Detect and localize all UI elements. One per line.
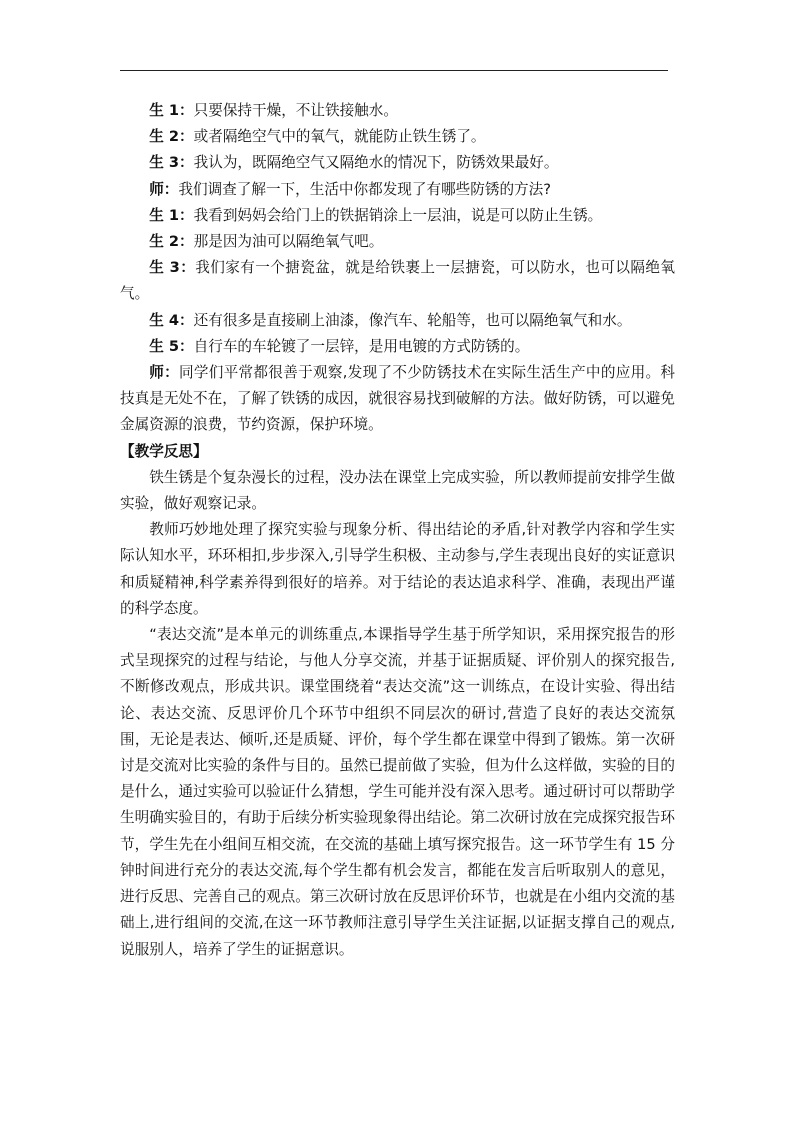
dialogue-text: 还有很多是直接刷上油漆，像汽车、轮船等，也可以隔绝氧气和水。: [193, 311, 632, 329]
speaker-label: 生 3：: [149, 259, 196, 277]
dialogue-text: 或者隔绝空气中的氧气，就能防止铁生锈了。: [193, 128, 486, 146]
dialogue-line: [120, 150, 675, 176]
speaker-label: 师：: [149, 364, 179, 382]
body-paragraph: 教师巧妙地处理了探究实验与现象分析、得出结论的矛盾,针对教学内容和学生实际认知水平，环环相扣,步步深入,引导学生积极、主动参与,学生表现出良好的实证意识和质疑精神,科学素养得到很好的培养。对于结论的表达追求科学、准确，表现出严谨的科学态度。: [120, 521, 675, 617]
dialogue-text: 我们调查了解一下，生活中你都发现了有哪些防锈的方法?: [178, 180, 551, 198]
section-heading: 【教学反思】: [120, 442, 208, 460]
dialogue-line: [120, 203, 675, 229]
dialogue-line: [120, 177, 675, 203]
speaker-label: 生 4：: [149, 311, 194, 329]
dialogue-line: [120, 308, 675, 334]
speaker-label: 生 3：: [149, 154, 194, 172]
speaker-label: 生 2：: [149, 233, 194, 251]
speaker-label: 生 5：: [149, 337, 194, 355]
speaker-label: 生 2：: [149, 128, 194, 146]
dialogue-line: [120, 360, 675, 439]
dialogue-text: 同学们平常都很善于观察,发现了不少防锈技术在实际生活生产中的应用。科技真是无处不在，了解了铁锈的成因，就很容易找到破解的方法。做好防锈，可以避免金属资源的浪费，节约资源，保护环境。: [120, 364, 675, 434]
body-paragraph: 铁生锈是个复杂漫长的过程，没办法在课堂上完成实验，所以教师提前安排学生做实验，做好观察记录。: [120, 468, 675, 513]
dialogue-line: [120, 334, 675, 360]
speaker-label: 生 1：: [149, 206, 194, 224]
body-paragraph: “表达交流”是本单元的训练重点,本课指导学生基于所学知识，采用探究报告的形式呈现探究的过程与结论，与他人分享交流，并基于证据质疑、评价别人的探究报告,不断修改观点，形成共识。课堂围绕着“表达交流”这一训练点，在设计实验、得出结论、表达交流、反思评价几个环节中组织不同层次的研讨,营造了良好的表达交流氛围，无论是表达、倾听,还是质疑、评价，每个学生都在课堂中得到了锻炼。第一次研讨是交流对比实验的条件与目的。虽然已提前做了实验，但为什么这样做，实验的目的是什么，通过实验可以验证什么猜想，学生可能并没有深入思考。通过研讨可以帮助学生明确实验目的，有助于后续分析实验现象得出结论。第二次研讨放在完成探究报告环节，学生先在小组间互相交流，在交流的基础上填写探究报告。这一环节学生有 15 分钟时间进行充分的表达交流,每个学生都有机会发言，都能在发言后听取别人的意见，进行反思、完善自己的观点。第三次研讨放在反思评价环节，也就是在小组内交流的基础上,进行组间的交流,在这一环节教师注意引导学生关注证据,以证据支撑自己的观点,说服别人，培养了学生的证据意识。: [120, 626, 675, 958]
dialogue-line: [120, 98, 675, 124]
dialogue-line: [120, 229, 675, 255]
dialogue-text: 只要保持干燥，不让铁接触水。: [193, 102, 398, 119]
document-body: [120, 98, 675, 963]
dialogue-line: [120, 124, 675, 150]
speaker-label: 师：: [149, 180, 179, 198]
dialogue-text: 自行车的车轮镀了一层锌，是用电镀的方式防锈的。: [193, 337, 530, 355]
speaker-label: 生 1：: [149, 102, 194, 119]
dialogue-line: [120, 255, 675, 307]
dialogue-text: 我们家有一个搪瓷盆，就是给铁裹上一层搪瓷，可以防水，也可以隔绝氧气。: [120, 259, 675, 303]
header-rule: [120, 70, 668, 71]
dialogue-text: 那是因为油可以隔绝氧气吧。: [193, 233, 384, 251]
dialogue-text: 我看到妈妈会给门上的铁据销涂上一层油，说是可以防止生锈。: [193, 206, 603, 224]
dialogue-text: 我认为，既隔绝空气又隔绝水的情况下，防锈效果最好。: [193, 154, 559, 172]
